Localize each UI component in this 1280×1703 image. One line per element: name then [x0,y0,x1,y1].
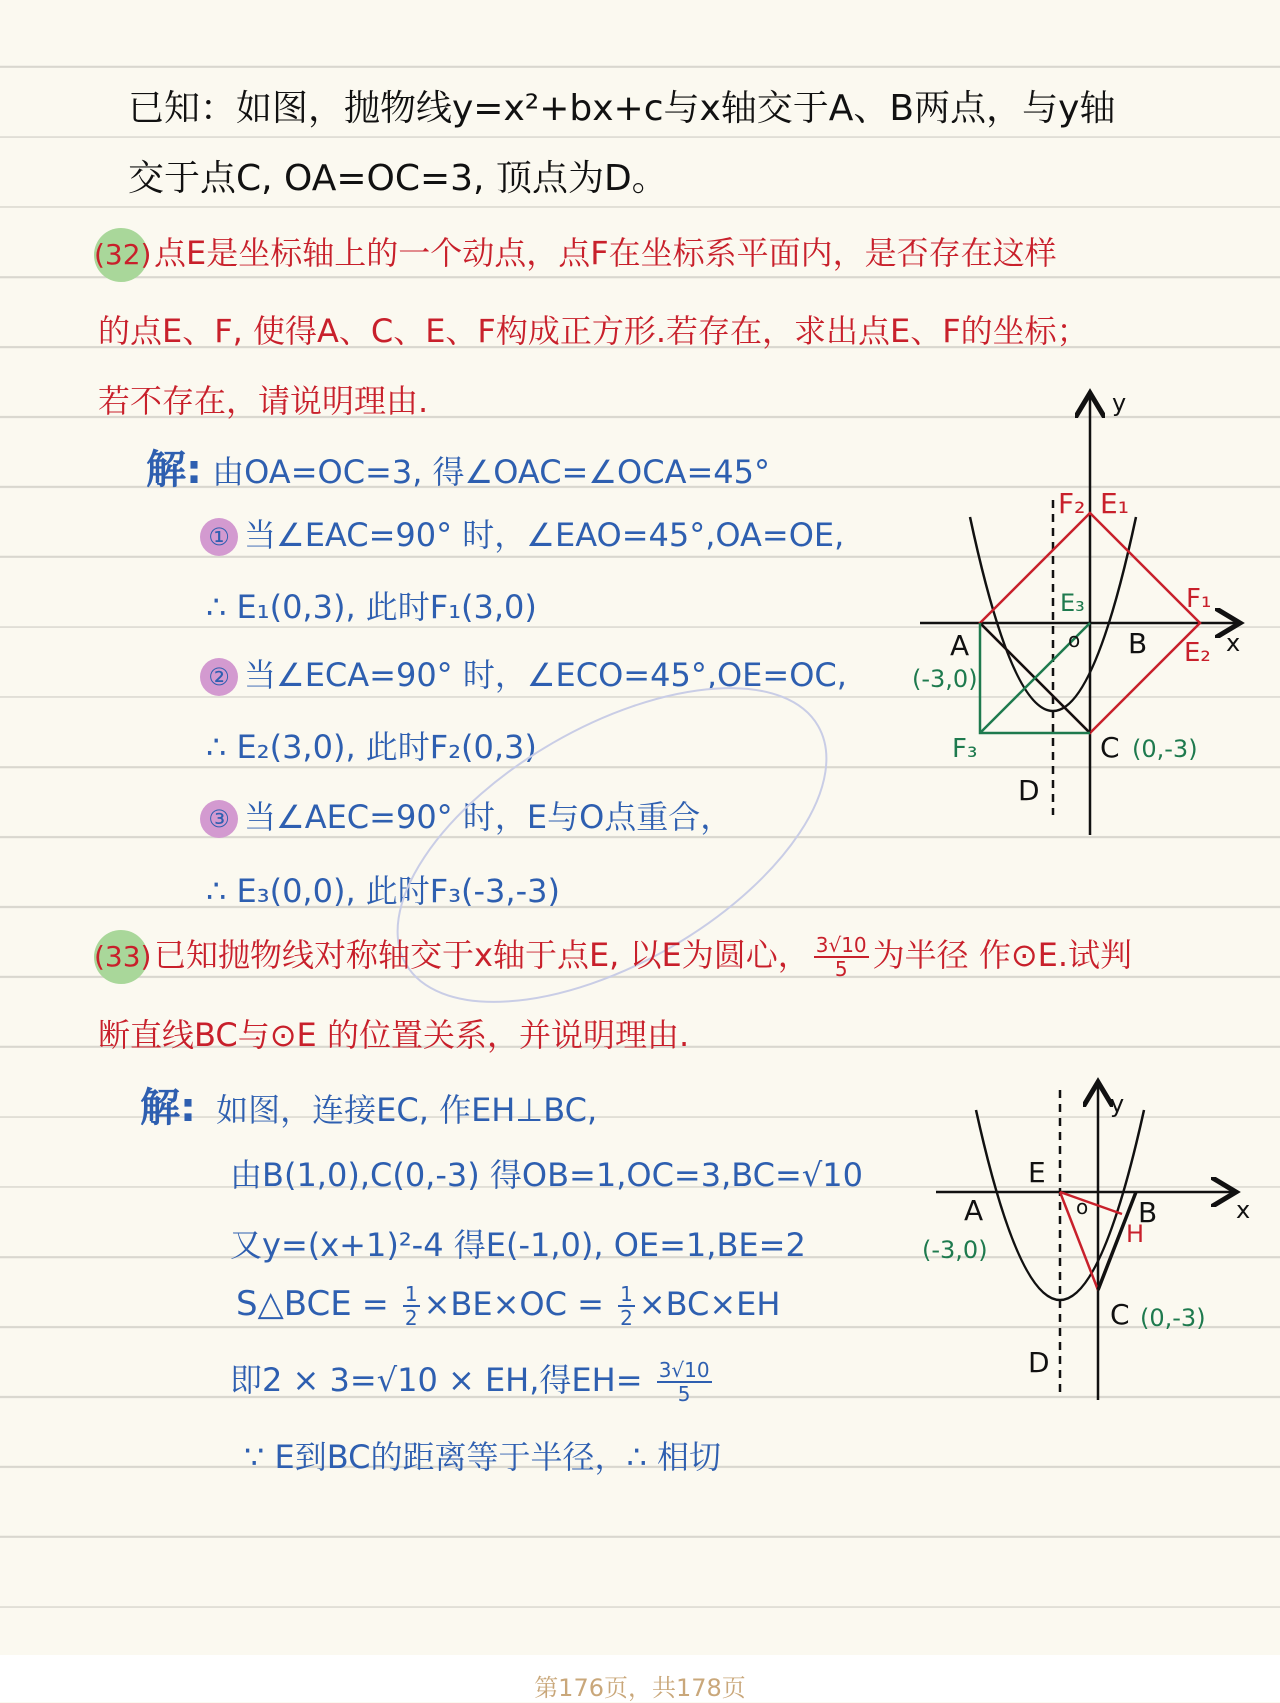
label-C-coord-2: (0,-3) [1140,1304,1206,1332]
label-A-2: A [964,1194,984,1227]
label-E1: E₁ [1100,487,1129,520]
q32-text-1: 点E是坐标轴上的一个动点，点F在坐标系平面内，是否存在这样 [154,234,1057,272]
q33-line-2: 断直线BC与⊙E 的位置关系，并说明理由. [98,1016,690,1054]
solution-mark-2: 解: [140,1085,196,1131]
label-C-2: C [1110,1298,1130,1331]
half-num-2: 1 [620,1282,633,1306]
label-F3: F₃ [952,734,978,764]
label-C-coord: (0,-3) [1132,735,1198,763]
eh-fraction [657,1359,712,1405]
q33-step-3: 又y=(x+1)²-4 得E(-1,0), OE=1,BE=2 [230,1226,806,1264]
q33-area-equation [236,1283,780,1329]
label-A-coord-2: (-3,0) [922,1236,988,1264]
radius-denominator: 5 [834,957,848,981]
case-number-1: ① [200,518,238,556]
eh-numerator: 3√10 [658,1358,710,1382]
label-A-coord: (-3,0) [912,665,978,693]
q32-line-3: 若不存在，请说明理由. [98,382,429,420]
segment-eh [1060,1192,1122,1214]
q33-text-1a: 已知抛物线对称轴交于x轴于点E, 以E为圆心， [154,936,810,974]
area-eq: = [361,1285,389,1323]
page-footer: 第176页，共178页 [534,1674,746,1702]
q32-line-2: 的点E、F, 使得A、C、E、F构成正方形.若存在，求出点E、F的坐标； [98,312,1089,350]
label-x-2: x [1236,1196,1251,1224]
label-F1: F₁ [1186,584,1212,614]
q32-sol-intro-text: 由OA=OC=3, 得∠OAC=∠OCA=45° [212,453,770,491]
case-3-text: 当∠AEC=90° 时，E与O点重合， [244,798,733,836]
label-D: D [1018,774,1040,807]
label-B: B [1128,627,1148,660]
label-A: A [950,629,970,662]
case-1-text: 当∠EAC=90° 时，∠EAO=45°,OA=OE, [244,516,845,554]
radius-numerator: 3√10 [815,933,867,957]
half-num-1: 1 [404,1282,418,1306]
eh-denominator: 5 [677,1382,691,1406]
label-H: H [1126,1220,1145,1248]
label-O-2: o [1076,1195,1089,1219]
half-den-1: 2 [404,1306,418,1330]
q33-step-5 [230,1355,716,1405]
area-lhs: S△BCE [236,1284,352,1324]
case-2-text: 当∠ECA=90° 时，∠ECO=45°,OE=OC, [244,656,847,694]
q33-step-5-text: 即2 × 3=√10 × EH,得EH= [230,1361,643,1399]
q32-figure [900,385,1260,845]
case-number-2: ② [200,658,238,696]
q33-conclusion: ∵ E到BC的距离等于半径，∴ 相切 [244,1438,722,1476]
q32-number: (32) [94,228,148,282]
q32-case-3-result: ∴ E₃(0,0), 此时F₃(-3,-3) [206,872,560,910]
label-x: x [1226,629,1241,657]
q33-line-1 [94,930,1132,984]
q33-number: (33) [94,930,148,984]
q33-step-2: 由B(1,0),C(0,-3) 得OB=1,OC=3,BC=√10 [230,1156,863,1194]
q33-step-1 [140,1076,597,1133]
case-number-3: ③ [200,800,238,838]
half-fraction-2 [618,1283,635,1329]
label-y: y [1112,389,1127,417]
q32-case-1-result: ∴ E₁(0,3), 此时F₁(3,0) [206,588,537,626]
q33-text-1b: 为半径 作⊙E.试判 [872,936,1133,974]
area-mid: ×BE×OC = [423,1285,604,1323]
q32-case-2-result: ∴ E₂(3,0), 此时F₂(0,3) [206,728,537,766]
label-C: C [1100,731,1120,764]
area-rhs: ×BC×EH [638,1285,781,1323]
label-E3: E₃ [1060,589,1085,617]
label-E2: E₂ [1184,638,1211,668]
label-O: o [1068,628,1081,652]
label-B-2: B [1138,1196,1158,1229]
label-E-2: E [1028,1156,1046,1189]
q33-step-1-text: 如图，连接EC, 作EH⊥BC, [216,1091,598,1129]
q33-radius-fraction [814,934,869,980]
half-den-2: 2 [620,1306,633,1330]
intro-line-1: 已知：如图，抛物线y=x²+bx+c与x轴交于A、B两点，与y轴 [128,88,1116,129]
solution-mark: 解: [146,447,202,493]
intro-line-2: 交于点C, OA=OC=3, 顶点为D。 [128,158,668,199]
label-y-2: y [1110,1090,1125,1118]
half-fraction-1 [403,1283,420,1329]
label-F2: F₂ [1058,487,1086,520]
label-D-2: D [1028,1346,1050,1379]
q33-figure [900,1070,1260,1410]
